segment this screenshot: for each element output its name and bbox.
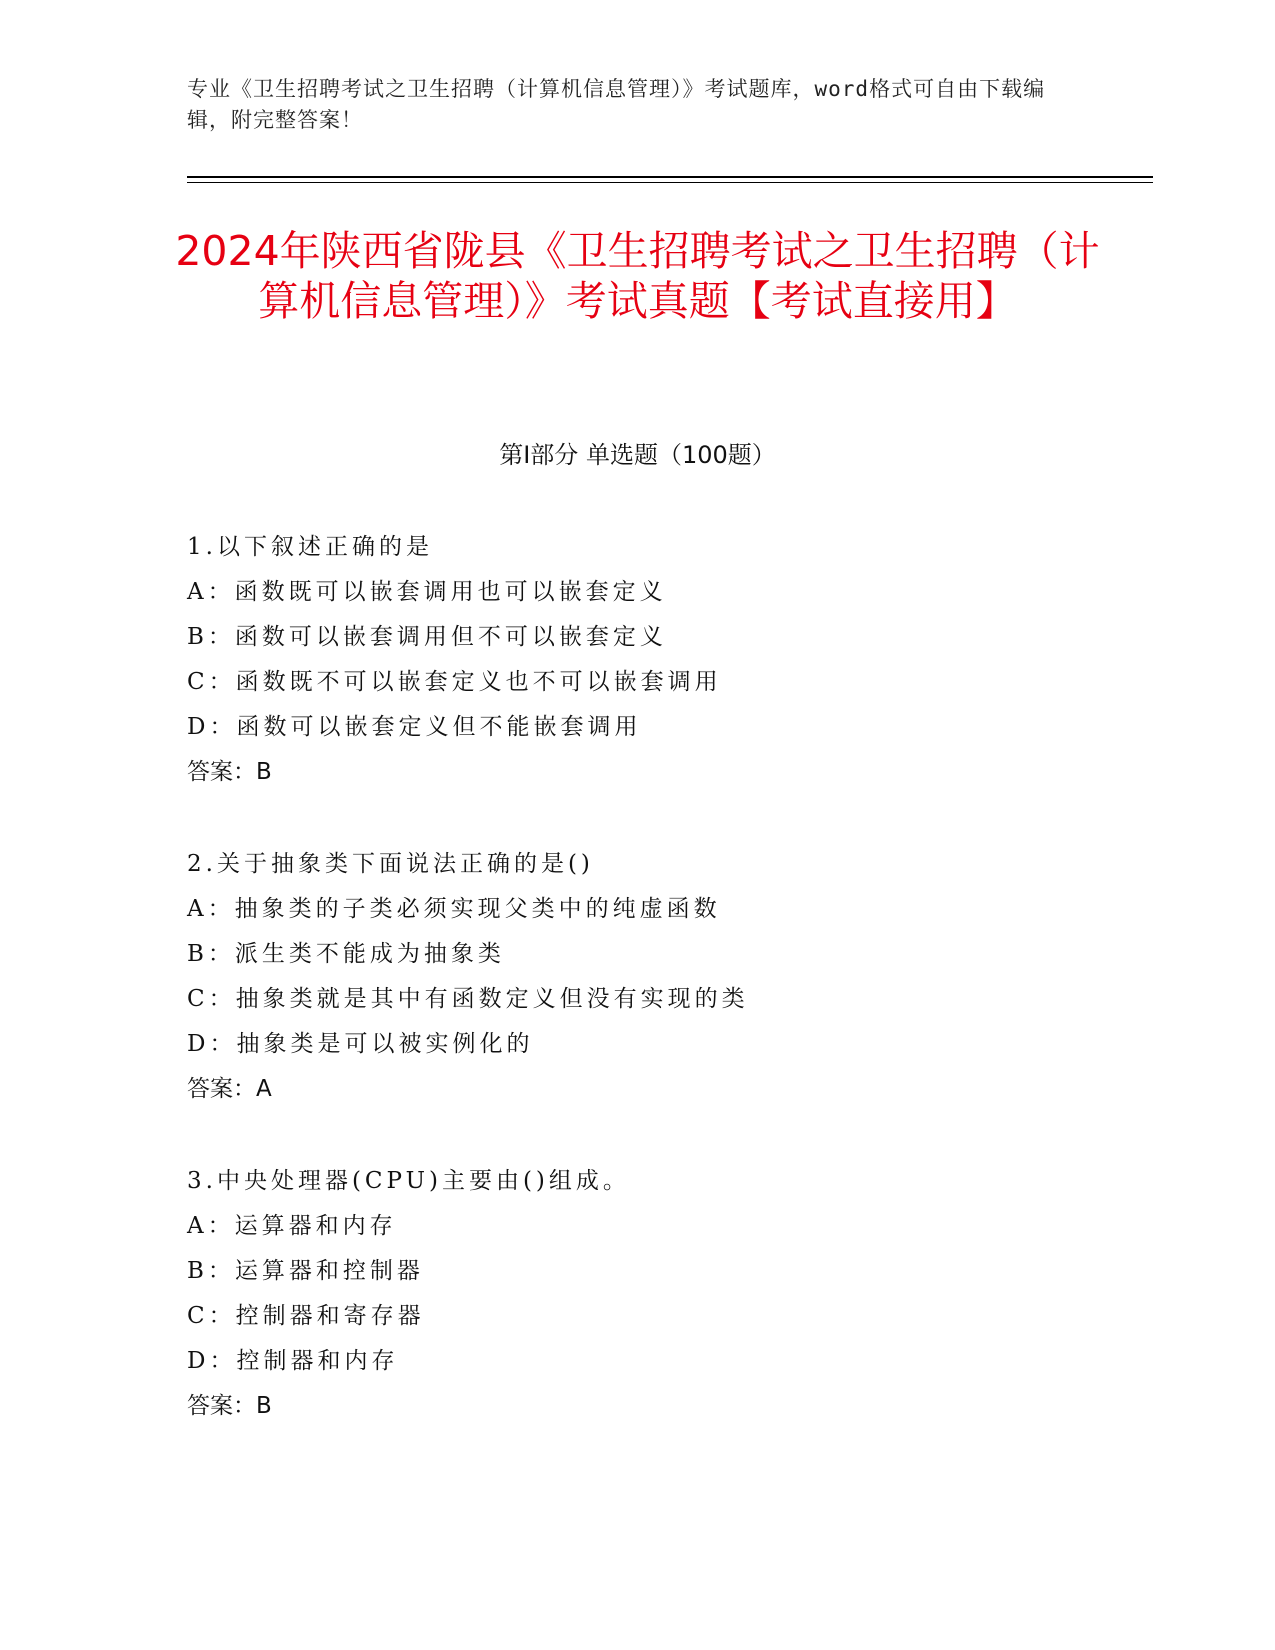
option-c: C：函数既不可以嵌套定义也不可以嵌套调用 [187,669,722,695]
question-stem: 1.以下叙述正确的是 [187,534,433,560]
question-stem: 3.中央处理器(CPU)主要由()组成。 [187,1168,630,1194]
document-title: 2024年陕西省陇县《卫生招聘考试之卫生招聘（计算机信息管理）》考试真题【考试直接用】 [175,227,1100,325]
option-d: D：函数可以嵌套定义但不能嵌套调用 [187,714,642,740]
header-rule-thick [187,176,1153,178]
question-list [187,525,1147,1476]
option-a: A：抽象类的子类必须实现父类中的纯虚函数 [187,896,721,922]
option-a: A：函数既可以嵌套调用也可以嵌套定义 [187,579,667,605]
question-1 [187,525,1147,795]
answer: 答案：A [187,1076,272,1102]
option-a: A：运算器和内存 [187,1213,397,1239]
option-d: D：控制器和内存 [187,1348,399,1374]
question-2 [187,842,1147,1112]
question-3 [187,1159,1147,1429]
option-c: C：抽象类就是其中有函数定义但没有实现的类 [187,986,749,1012]
header-rule-thin [187,182,1153,183]
option-b: B：派生类不能成为抽象类 [187,941,505,967]
header-note: 专业《卫生招聘考试之卫生招聘（计算机信息管理）》考试题库，word格式可自由下载编辑，附完整答案！ [187,77,1046,132]
question-stem: 2.关于抽象类下面说法正确的是() [187,851,594,877]
section-title: 第I部分 单选题（100题） [499,441,776,469]
answer: 答案：B [187,1393,272,1419]
option-d: D：抽象类是可以被实例化的 [187,1031,534,1057]
option-b: B：函数可以嵌套调用但不可以嵌套定义 [187,624,667,650]
option-c: C：控制器和寄存器 [187,1303,425,1329]
answer: 答案：B [187,759,272,785]
option-b: B：运算器和控制器 [187,1258,424,1284]
